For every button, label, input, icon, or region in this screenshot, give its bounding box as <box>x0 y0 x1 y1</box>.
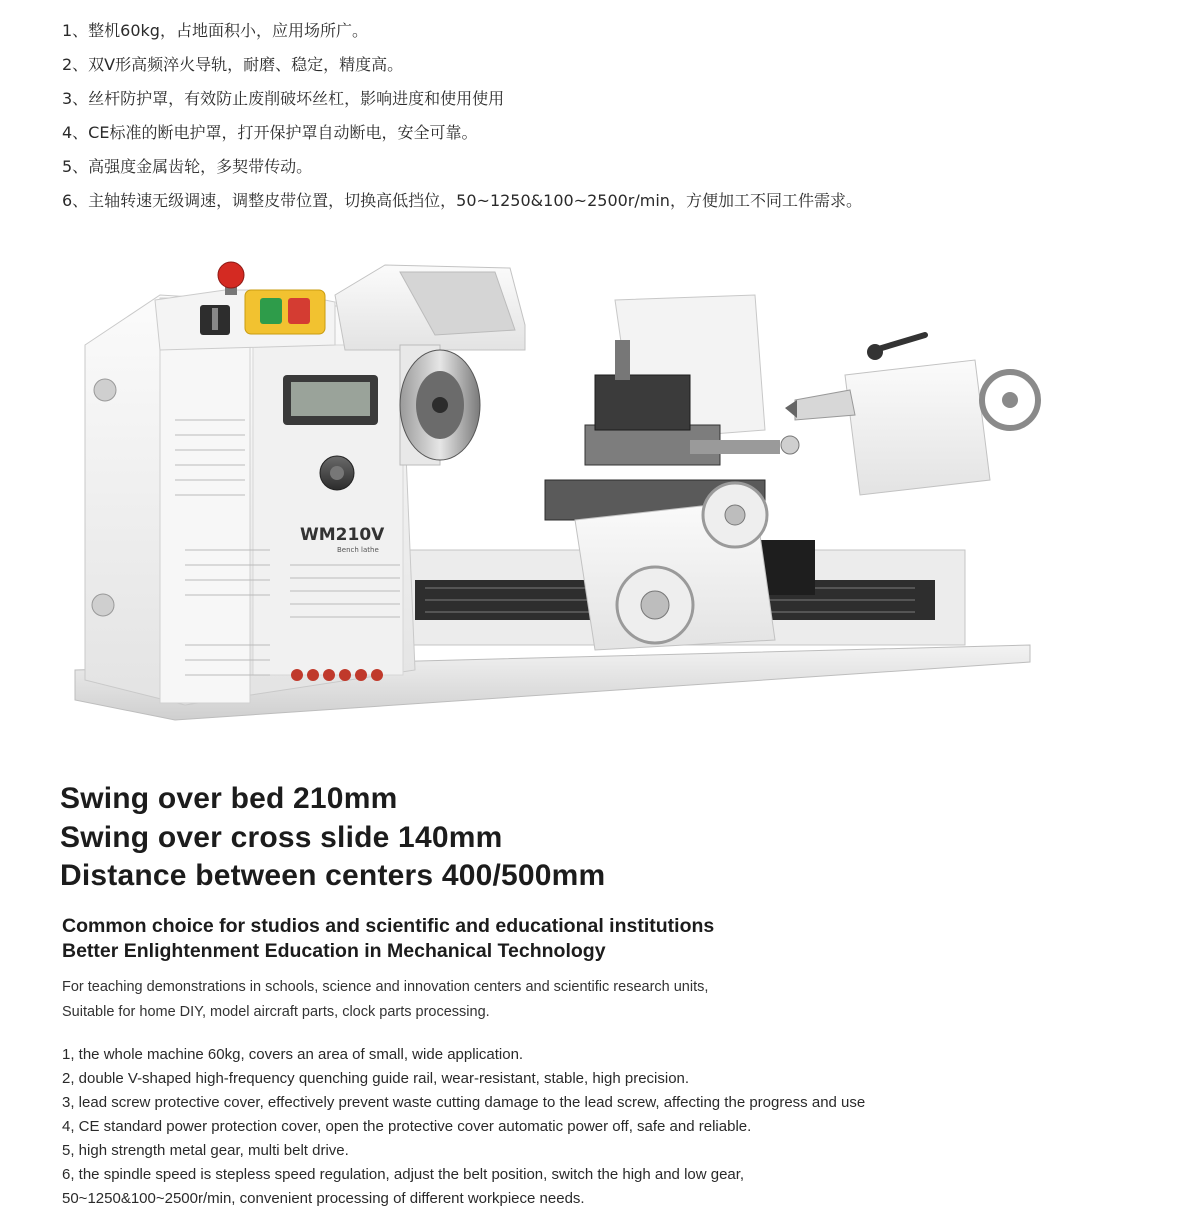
spec-swing-over-cross-slide: Swing over cross slide 140mm <box>60 820 503 854</box>
feature-cn-item: 5、高强度金属齿轮，多契带传动。 <box>62 157 313 176</box>
model-subtitle: Bench lathe <box>337 546 379 554</box>
emergency-stop <box>218 262 244 288</box>
feature-cn-item: 6、主轴转速无级调速，调整皮带位置，切换高低挡位，50~1250&100~2500r/min，方便加工不同工件需求。 <box>62 191 862 210</box>
tool-post <box>595 375 690 430</box>
feature-cn-item: 2、双V形高频淬火导轨，耐磨、稳定，精度高。 <box>62 55 404 74</box>
feature-en-item: 1, the whole machine 60kg, covers an area of small, wide application. <box>62 1046 524 1063</box>
spec-distance-between-centers: Distance between centers 400/500mm <box>60 859 606 892</box>
feature-cn-item: 4、CE标准的断电护罩，打开保护罩自动断电，安全可靠。 <box>62 123 478 142</box>
feature-cn-item: 1、整机60kg，占地面积小，应用场所广。 <box>62 21 368 40</box>
tailstock <box>845 360 990 495</box>
tailstock-lock-lever <box>875 335 925 350</box>
feature-en-item: 3, lead screw protective cover, effectively prevent waste cutting damage to the lead screw, affecting the progress and use <box>62 1094 866 1111</box>
spec-swing-over-bed: Swing over bed 210mm <box>60 782 398 815</box>
feature-cn-item: 3、丝杆防护罩，有效防止废削破坏丝杠，影响进度和使用使用 <box>62 89 505 108</box>
feature-list-cn <box>62 14 862 218</box>
intro-line: Suitable for home DIY, model aircraft parts, clock parts processing. <box>62 1004 490 1020</box>
headline-line: Common choice for studios and scientific and educational institutions <box>62 915 715 937</box>
start-button <box>260 298 282 324</box>
feature-en-item: 50~1250&100~2500r/min, convenient processing of different workpiece needs. <box>62 1190 585 1207</box>
intro-line: For teaching demonstrations in schools, science and innovation centers and scientific research units, <box>62 979 709 995</box>
spec-list <box>60 780 605 896</box>
start-stop-panel <box>245 290 325 334</box>
feature-list-en <box>62 1043 865 1211</box>
intro-text <box>62 975 708 1025</box>
feature-en-item: 6, the spindle speed is stepless speed regulation, adjust the belt position, switch the high and low gear, <box>62 1166 745 1183</box>
model-label: WM210V <box>300 525 385 545</box>
headline <box>62 914 714 964</box>
stop-button <box>288 298 310 324</box>
feature-en-item: 4, CE standard power protection cover, open the protective cover automatic power off, safe and reliable. <box>62 1118 752 1135</box>
headline-line: Better Enlightenment Education in Mechanical Technology <box>62 940 606 962</box>
lathe-product-image <box>55 250 1045 730</box>
feature-en-item: 2, double V-shaped high-frequency quenching guide rail, wear-resistant, stable, high precision. <box>62 1070 690 1087</box>
feature-en-item: 5, high strength metal gear, multi belt drive. <box>62 1142 349 1159</box>
